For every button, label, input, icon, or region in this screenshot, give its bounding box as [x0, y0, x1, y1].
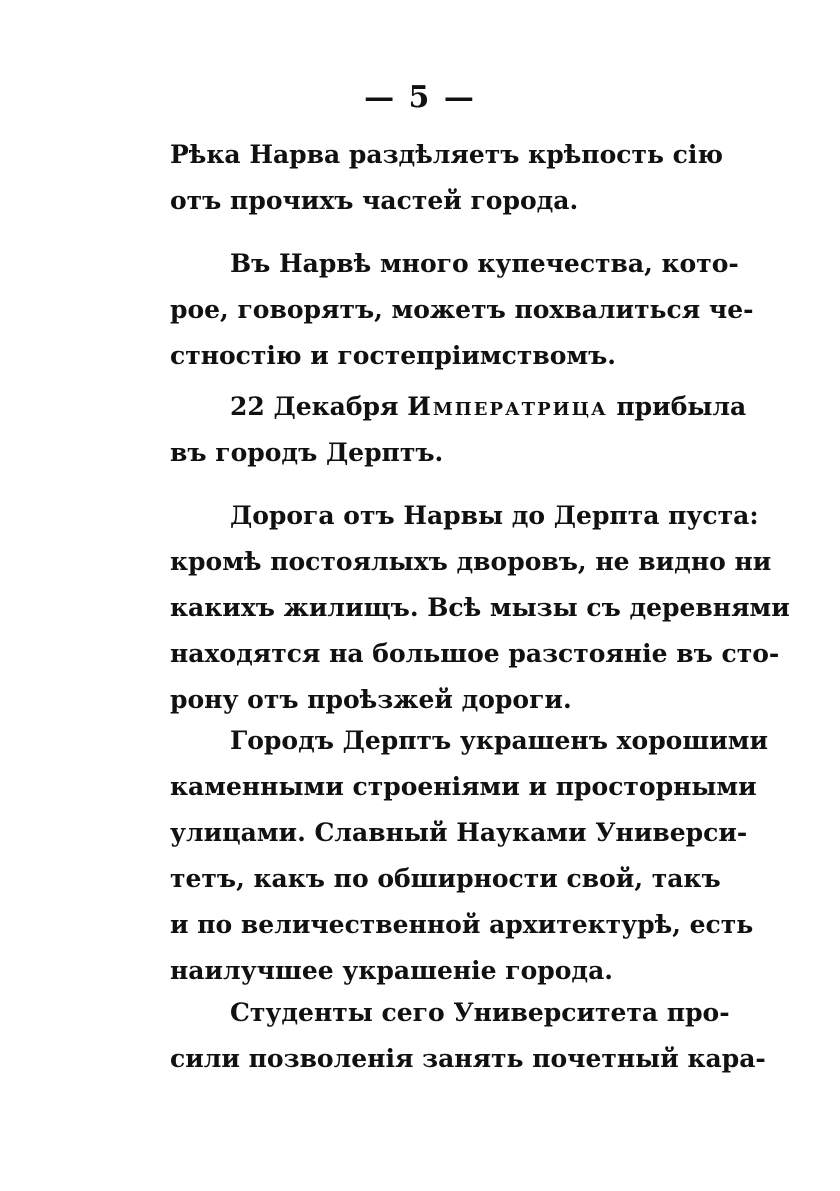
- paragraph-3: [170, 384, 747, 476]
- text-line: каменными строенiями и просторными: [170, 772, 757, 801]
- text-line: наилучшее украшенiе города.: [170, 956, 613, 985]
- text-line: и по величественной архитектурѣ, есть: [170, 910, 754, 939]
- text-line: Студенты сего Университета про-: [230, 998, 730, 1027]
- text-line: Дорога отъ Нарвы до Дерпта пуста:: [230, 501, 759, 530]
- text-line: въ городъ Дерптъ.: [170, 438, 444, 467]
- text-line: стностiю и гостепрiимствомъ.: [170, 341, 616, 370]
- text-line: Въ Нарвѣ много купечества, кото-: [230, 249, 739, 278]
- text-line: Городъ Дерптъ украшенъ хорошими: [230, 726, 769, 755]
- page-number: — 5 —: [364, 80, 476, 115]
- text-line: тетъ, какъ по обширности свой, такъ: [170, 864, 721, 893]
- paragraph-1: [170, 132, 723, 224]
- paragraph-4: [170, 493, 790, 723]
- text-line: отъ прочихъ частей города.: [170, 186, 579, 215]
- text-line: рону отъ проѣзжей дороги.: [170, 685, 572, 714]
- paragraph-6: [170, 990, 766, 1082]
- text-line: улицами. Славный Науками Универси-: [170, 818, 748, 847]
- paragraph-5: [170, 718, 769, 994]
- text-line: 22 Декабря Императрица прибыла: [230, 392, 747, 421]
- text-line: Рѣка Нарва раздѣляетъ крѣпость сiю: [170, 140, 723, 169]
- empress-title: Императрица: [407, 392, 608, 421]
- text-line: находятся на большое разстоянiе въ сто-: [170, 639, 780, 668]
- paragraph-2: [170, 241, 754, 379]
- text-line: какихъ жилищъ. Всѣ мызы съ деревнями: [170, 593, 790, 622]
- text-line: кромѣ постоялыхъ дворовъ, не видно ни: [170, 547, 772, 576]
- text-line: сили позволенiя занять почетный кара-: [170, 1044, 766, 1073]
- text-line: рое, говорятъ, можетъ похвалиться че-: [170, 295, 754, 324]
